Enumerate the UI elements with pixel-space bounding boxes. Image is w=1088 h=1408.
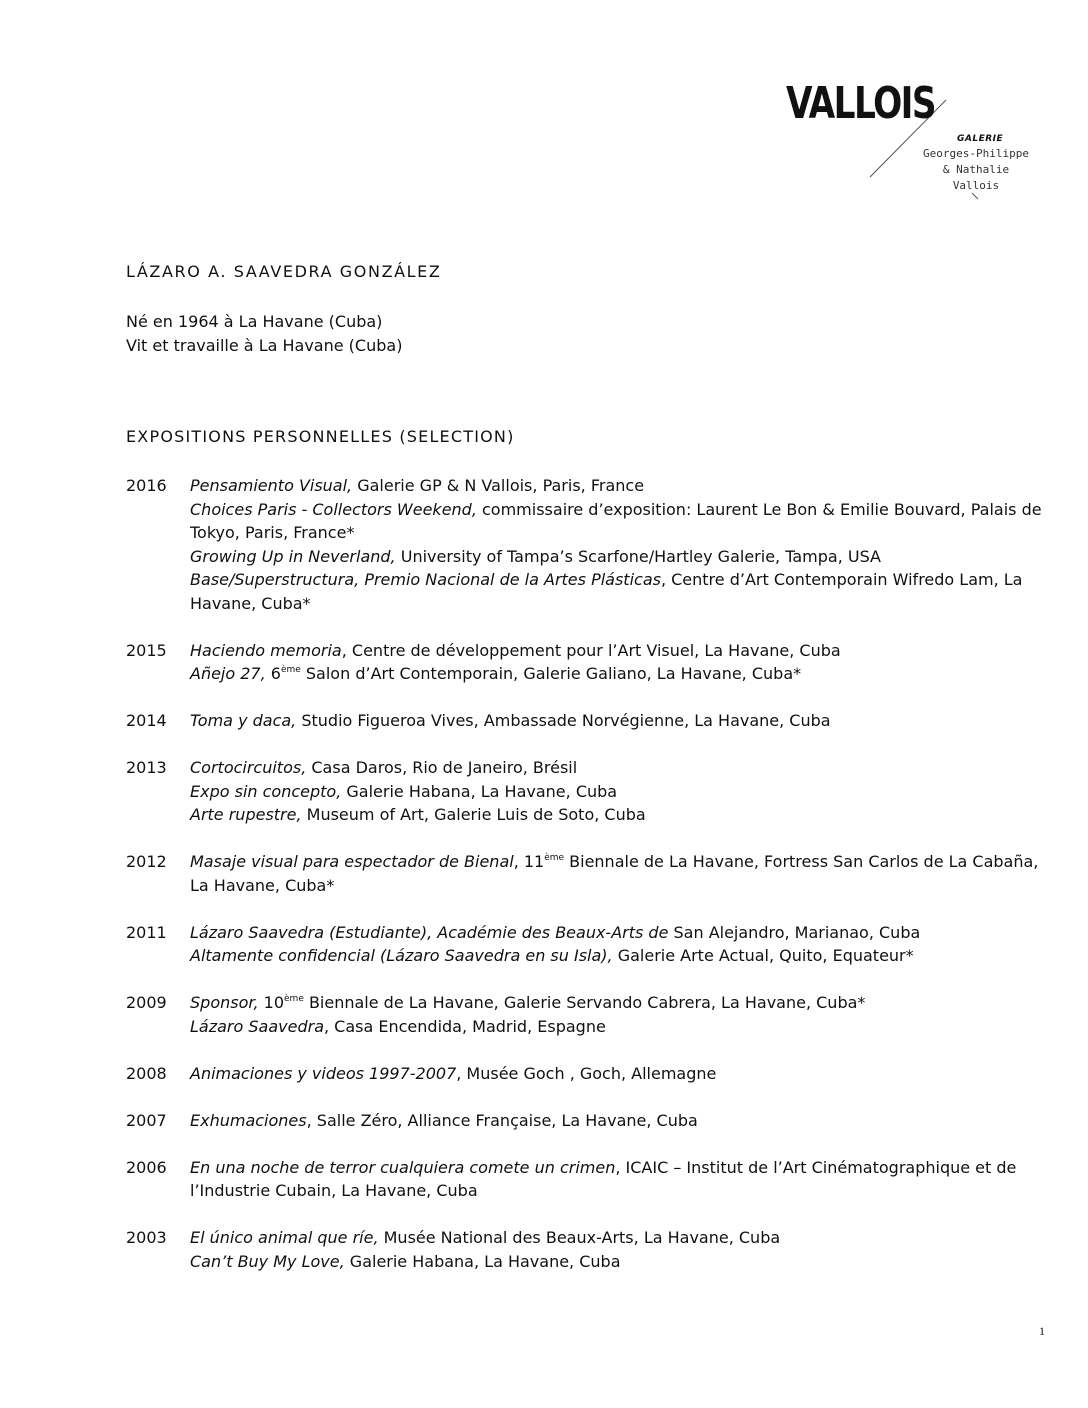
year-block [126,850,1042,897]
exhibition-details: , Musée Goch , Goch, Allemagne [456,1063,717,1083]
exhibition-title: Masaje visual para espectador de Bienal [190,852,514,871]
exhibition-title: En una noche de terror cualquiera comete un crimen [190,1157,616,1177]
exhibition-entry [190,803,1042,827]
exhibition-entry [190,1015,1042,1039]
year-label: 2011 [126,922,167,942]
logo-name-line: Georges-Philippe [923,147,1029,160]
year-block [126,1226,1042,1273]
exhibition-entries [190,921,1042,968]
exhibition-entry [190,1250,1042,1274]
year-block [126,921,1042,968]
year-label: 2008 [126,1063,167,1083]
exhibition-title: Altamente confidencial (Lázaro Saavedra en su Isla), [190,946,613,965]
exhibition-title: Exhumaciones [190,1110,307,1130]
exhibition-details: , Centre d’Art Contemporain Wifredo Lam, La Havane, Cuba* [190,570,1023,613]
exhibition-edition: , 11 [513,852,545,871]
exhibition-entry [190,1226,1042,1250]
page-number: 1 [1039,1324,1045,1338]
exhibition-details: Biennale de La Havane, Galerie Servando Cabrera, La Havane, Cuba* [303,993,866,1012]
exhibition-details: Galerie Habana, La Havane, Cuba [341,781,618,801]
exhibition-entries [190,991,1042,1038]
exhibition-title: Arte rupestre, [190,805,302,824]
exhibition-entry [190,921,1042,945]
year-label: 2016 [126,476,167,495]
exhibition-details: Galerie Arte Actual, Quito, Equateur* [612,946,914,965]
year-label: 2003 [126,1228,167,1247]
exhibition-entry [190,780,1042,804]
year-label: 2007 [126,1110,167,1130]
year-label: 2015 [126,640,167,660]
exhibition-details: Casa Daros, Rio de Janeiro, Brésil [306,758,578,777]
year-block [126,1062,1042,1086]
exhibition-entry [190,1156,1042,1203]
exhibition-title: Base/Superstructura, Premio Nacional de la Artes Plásticas [190,570,661,589]
year-block [126,756,1042,827]
exhibition-details: University of Tampa’s Scarfone/Hartley Galerie, Tampa, USA [395,546,881,566]
exhibition-entry [190,709,1042,733]
exhibition-details: commissaire d’exposition: Laurent Le Bon & Emilie Bouvard, Palais de Tokyo, Paris, France* [190,499,1042,542]
exhibition-details: , Centre de développement pour l’Art Visuel, La Havane, Cuba [341,640,841,660]
exhibition-entry [190,474,1042,498]
exhibition-entry [190,639,1042,663]
year-block [126,991,1042,1038]
exhibition-entries [190,1109,1042,1133]
exhibition-title: Lázaro Saavedra [190,1016,324,1036]
year-label: 2013 [126,758,167,777]
exhibition-details: Galerie GP & N Vallois, Paris, France [352,476,645,495]
exhibition-entry [190,944,1042,968]
gallery-logo [0,0,1088,230]
exhibition-details: Museum of Art, Galerie Luis de Soto, Cuba [301,805,646,824]
exhibition-entry [190,545,1042,569]
artist-lives: Vit et travaille à La Havane (Cuba) [126,336,403,355]
exhibition-details: , Salle Zéro, Alliance Française, La Havane, Cuba [306,1110,698,1130]
exhibition-entry [190,991,1042,1015]
exhibition-title: Añejo 27, [190,664,266,683]
artist-bio [126,310,402,358]
logo-galerie-label: GALERIE [957,134,1004,144]
exhibition-entries [190,756,1042,827]
exhibition-details: Galerie Habana, La Havane, Cuba [344,1251,621,1271]
logo-name-line: & Nathalie [942,163,1010,176]
year-label: 2006 [126,1157,167,1177]
artist-born: Né en 1964 à La Havane (Cuba) [126,312,383,331]
exhibition-details: , ICAIC – Institut de l’Art Cinématographique et de l’Industrie Cubain, La Havane, Cuba [190,1157,1017,1200]
year-block [126,474,1042,615]
exhibition-details: Studio Figueroa Vives, Ambassade Norvégienne, La Havane, Cuba [296,711,831,730]
exhibition-details: Musée National des Beaux-Arts, La Havane, Cuba [378,1228,781,1247]
exhibition-title: Choices Paris - Collectors Weekend, [190,499,477,519]
artist-name: LÁZARO A. SAAVEDRA GONZÁLEZ [126,262,442,281]
exhibition-entry [190,1062,1042,1086]
exhibition-details: Salon d’Art Contemporain, Galerie Galiano, La Havane, Cuba* [300,664,802,683]
exhibition-details: Biennale de La Havane, Fortress San Carlos de La Cabaña, La Havane, Cuba* [190,852,1039,895]
exhibition-title: El único animal que ríe, [190,1228,379,1247]
year-block [126,1109,1042,1133]
exhibition-entry [190,1109,1042,1133]
year-block [126,1156,1042,1203]
ordinal-suffix: ème [544,853,565,863]
ordinal-suffix: ème [284,994,304,1004]
exhibition-edition: 6 [265,664,281,683]
exhibition-details: , Casa Encendida, Madrid, Espagne [324,1016,606,1036]
logo-owner-names [910,146,1042,194]
exhibition-entries [190,1226,1042,1273]
year-label: 2009 [126,993,167,1012]
exhibition-entries [190,639,1042,686]
exhibition-entries [190,474,1042,615]
exhibition-entries [190,850,1042,897]
year-block [126,709,1042,733]
year-block [126,639,1042,686]
exhibition-edition: 10 [258,993,285,1012]
exhibition-entry [190,568,1042,615]
exhibition-title: Growing Up in Neverland, [190,546,396,566]
exhibition-title: Sponsor, [190,993,259,1012]
exhibition-title: Cortocircuitos, [190,758,307,777]
exhibition-entry [190,850,1042,897]
exhibition-list [126,474,1042,1297]
exhibition-title: Animaciones y videos 1997-2007 [190,1063,457,1083]
logo-name-line: Vallois [952,179,1000,192]
exhibition-entries [190,709,1042,733]
exhibition-title: Can’t Buy My Love, [190,1251,345,1271]
exhibition-title: Toma y daca, [190,711,297,730]
year-label: 2012 [126,852,167,871]
ordinal-suffix: ème [280,665,301,675]
year-label: 2014 [126,711,167,730]
exhibition-title: Expo sin concepto, [190,781,342,801]
exhibition-entry [190,662,1042,686]
exhibition-details: San Alejandro, Marianao, Cuba [668,922,921,942]
exhibition-title: Pensamiento Visual, [190,476,353,495]
exhibition-entry [190,756,1042,780]
exhibition-title: Haciendo memoria [190,640,342,660]
section-title: EXPOSITIONS PERSONNELLES (SELECTION) [126,427,515,446]
exhibition-entry [190,498,1042,545]
exhibition-title: Lázaro Saavedra (Estudiante), Académie des Beaux-Arts de [190,922,669,942]
exhibition-entries [190,1062,1042,1086]
exhibition-entries [190,1156,1042,1203]
logo-wordmark: VALLOIS [786,78,936,129]
